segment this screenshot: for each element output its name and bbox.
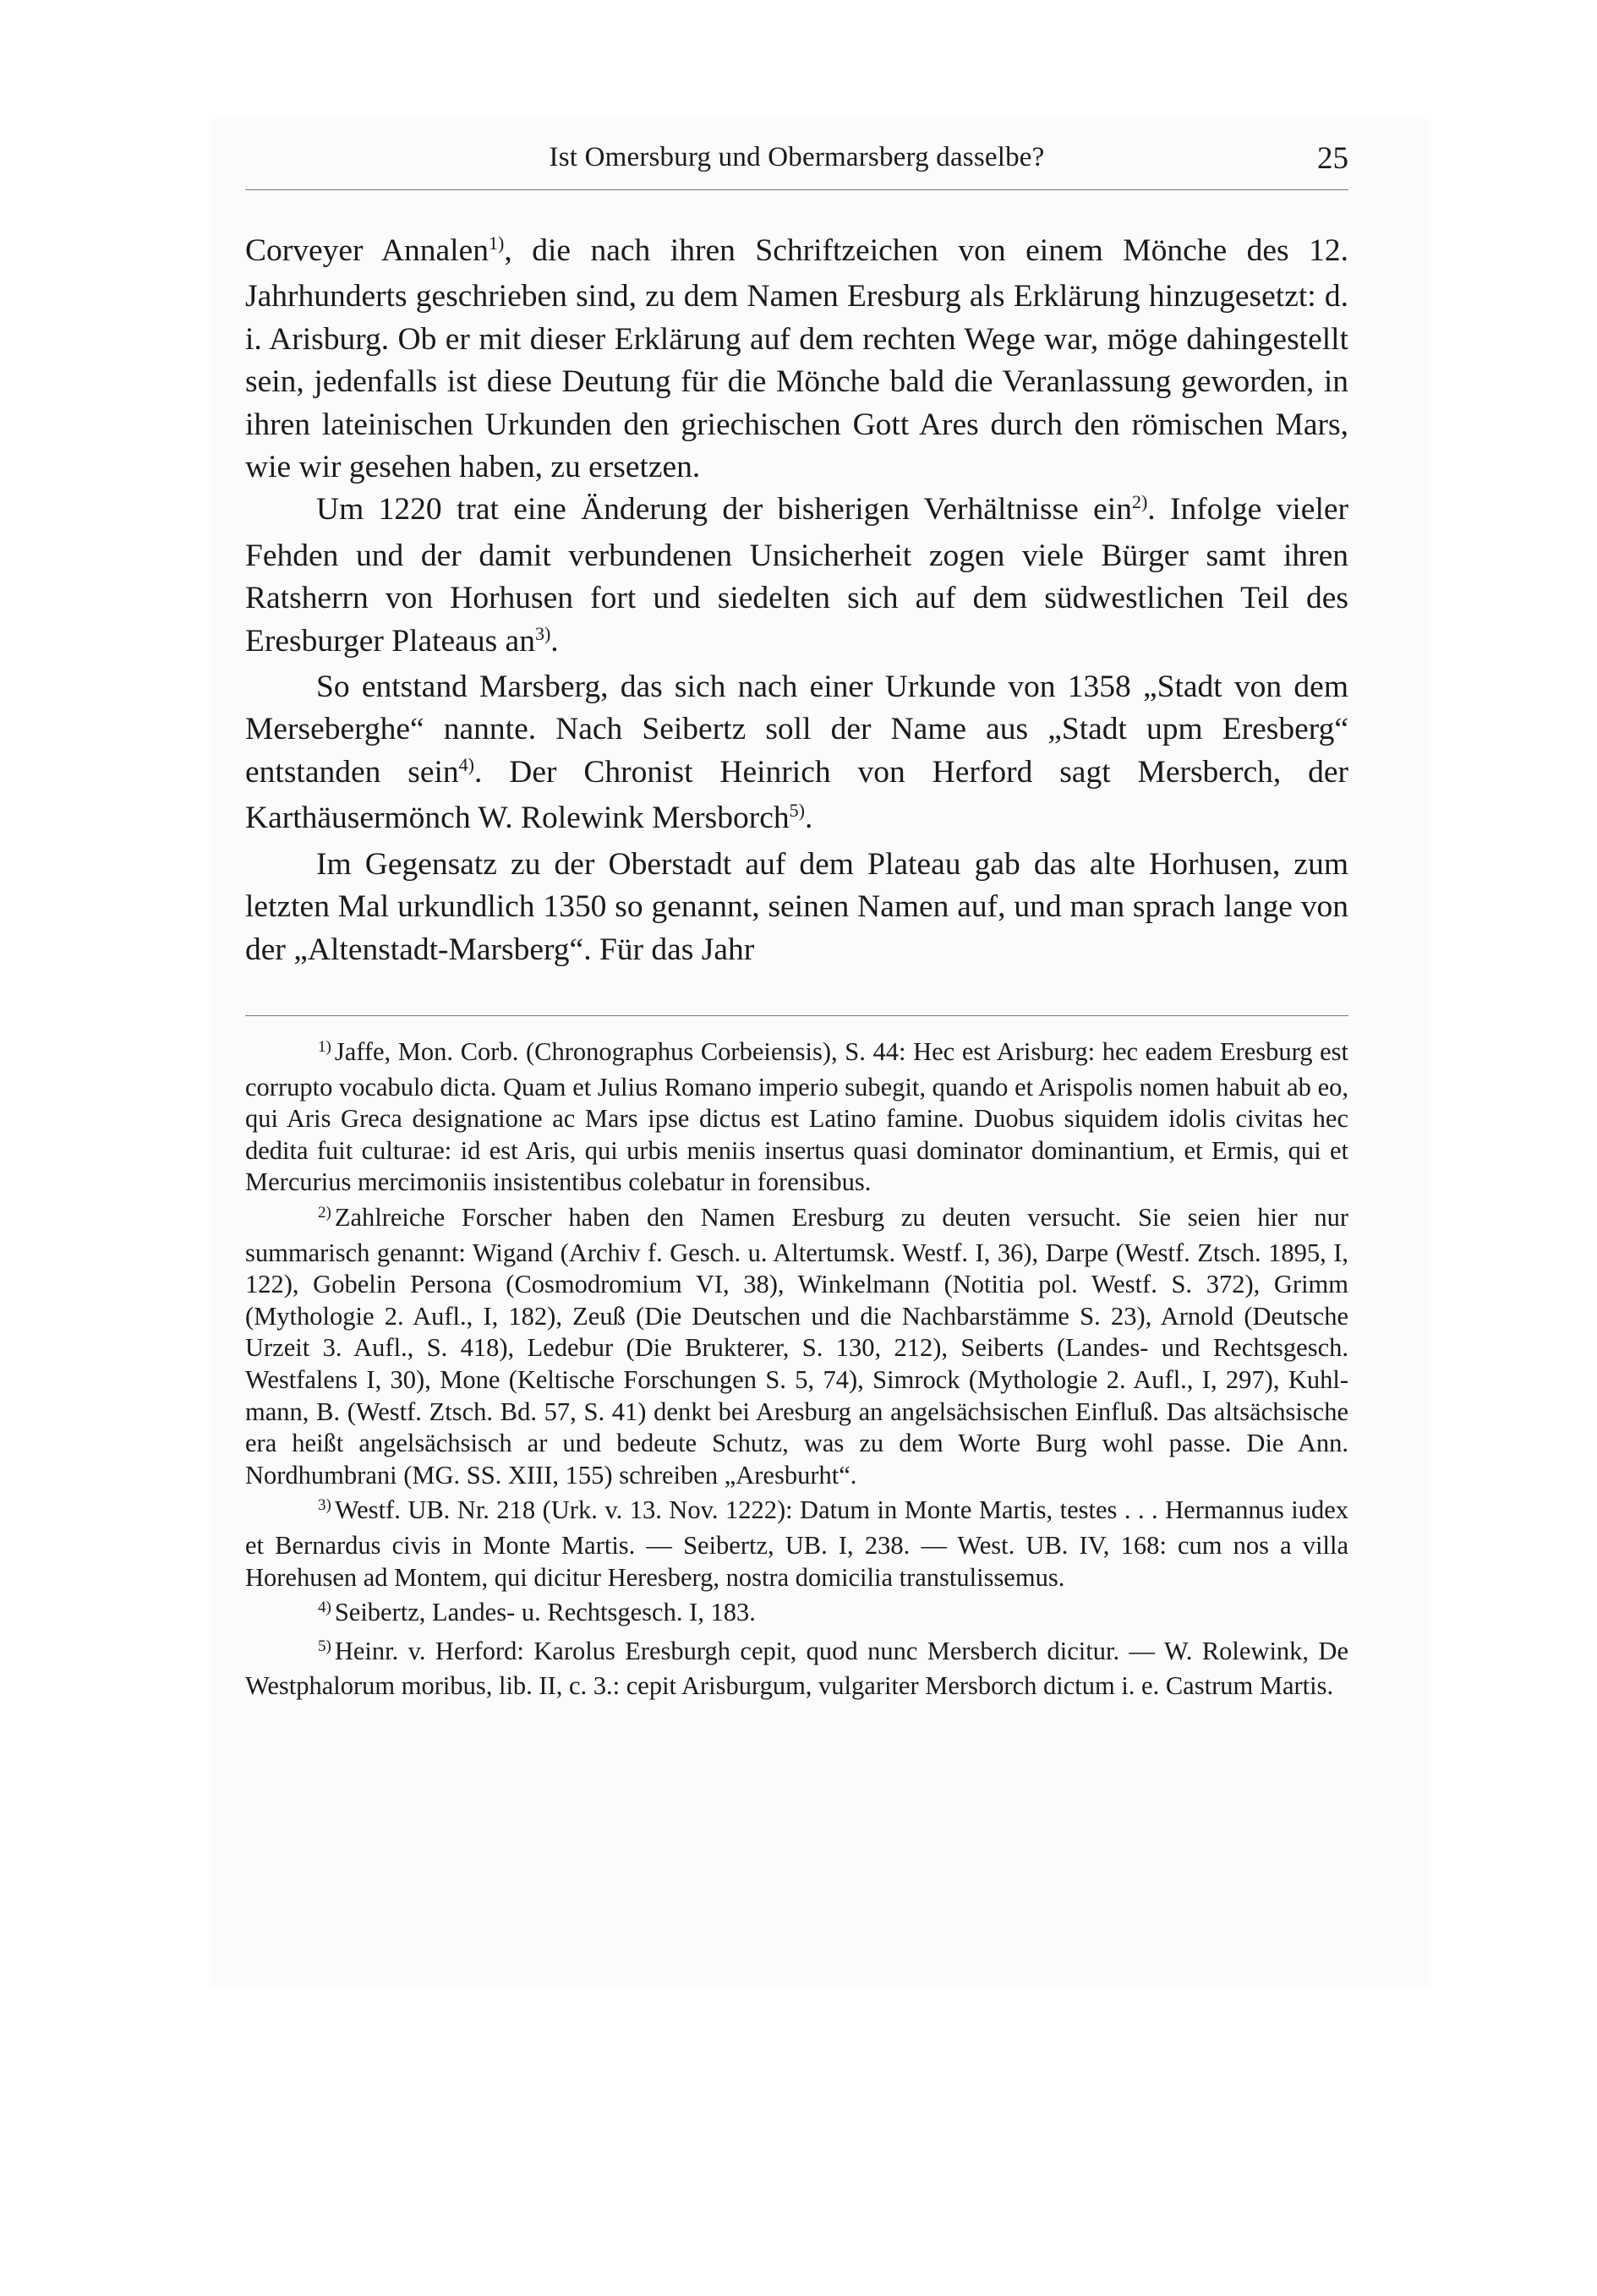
footnote-reference: 5)	[789, 800, 805, 822]
main-text	[245, 230, 1348, 971]
footnote-text: Westf. UB. Nr. 218 (Urk. v. 13. Nov. 1222): Datum in Monte Martis, testes . . . Hermannus iudex et Bernardus civis in Monte Martis. — Seibertz, UB. I, 238. — West. UB. IV, 168: cum nos a villa Horehusen ad Montem, qui dicitur Heresberg, nostra domicilia transtulissemus.	[245, 1495, 1348, 1592]
footnote-text: Jaffe, Mon. Corb. (Chronographus Corbeiensis), S. 44: Hec est Arisburg: hec eadem Eresburg est corrupto vocabulo dicta. Quam et Julius Romano imperio subegit, quando et Arispolis nomen habuit ab eo, qui Aris Greca designatione ac Mars ipse dictus est Latino famine. Duobus siquidem idolis civitas hec dedita fuit culturae: id est Aris, qui urbis meniis insertus quasi dominator dominantium, et Ermis, qui et Mercurius mercimoniis insistentibus colebatur in forensibus.	[245, 1037, 1348, 1197]
paragraph-text: Um 1220 trat eine Änderung der bisherigen Verhältnisse ein	[316, 492, 1132, 528]
footnote-marker: 1)	[318, 1038, 331, 1056]
footnote-marker: 4)	[318, 1599, 331, 1617]
header-divider	[245, 189, 1348, 190]
paragraph-text: . Infolge vieler Fehden und der damit verbundenen Unsicherheit zogen viele Bürger samt ihren Ratsherrn von Horhusen fort und siedelten sich auf dem südwestlichen Teil des Eresburger Plateaus an	[245, 492, 1349, 659]
footnotes	[245, 1036, 1348, 1706]
paragraph-text: .	[550, 623, 559, 659]
paragraph-text: .	[804, 801, 813, 836]
footnote-reference: 1)	[489, 232, 505, 254]
paragraph	[245, 230, 1348, 489]
footnote-marker: 5)	[318, 1637, 331, 1655]
paragraph-text: . Der Chronist Heinrich von Herford sagt Mersberch, der Karthäusermönch W. Rolewink Mersborch	[245, 754, 1348, 836]
footnote-reference: 2)	[1131, 491, 1148, 513]
paragraph-text: So entstand Marsberg, das sich nach einer Urkunde von 1358 „Stadt von dem Merseberghe“ nannte. Nach Seibertz soll der Name aus „Stadt upm Eresberg“ entstanden sein	[245, 670, 1348, 790]
footnote	[245, 1036, 1348, 1199]
footnote-divider	[245, 1015, 1348, 1016]
footnote	[245, 1495, 1348, 1594]
paragraph	[245, 489, 1348, 666]
paragraph-text: Corveyer Annalen	[245, 233, 489, 268]
footnote-text: Heinr. v. Herford: Karolus Eresburgh cepit, quod nunc Mersberch dicitur. — W. Rolewink, De Westphalorum moribus, lib. II, c. 3.: cepit Arisburgum, vulgariter Mersborch dictum i. e. Castrum Martis.	[245, 1636, 1348, 1701]
footnote-marker: 2)	[318, 1203, 331, 1222]
paragraph-text: , die nach ihren Schriftzeichen von einem Mönche des 12. Jahrhunderts geschrieben sind, zu dem Namen Eresburg als Erklärung hinzugesetzt: d. i. Arisburg. Ob er mit dieser Erklärung auf dem rechten Wege war, möge dahingestellt sein, jedenfalls ist diese Deutung für die Mönche bald die Veranlassung geworden, in ihren lateinischen Urkunden den griechischen Gott Ares durch den römischen Mars, wie wir gesehen haben, zu ersetzen.	[245, 233, 1348, 485]
page-number: 25	[1317, 141, 1348, 176]
footnote-text: Zahlreiche Forscher haben den Namen Eresburg zu deuten versucht. Sie seien hier nur summarisch genannt: Wigand (Archiv f. Gesch. u. Altertumsk. Westf. I, 36), Darpe (Westf. Ztsch. 1895, I, 122), Gobelin Persona (Cosmodromium VI, 38), Winkelmann (Notitia pol. Westf. S. 372), Grimm (Mythologie 2. Aufl., I, 182), Zeuß (Die Deutschen und die Nachbarstämme S. 23), Arnold (Deutsche Urzeit 3. Aufl., S. 418), Ledebur (Die Brukterer, S. 130, 212), Seiberts (Landes- und Rechtsgesch. Westfalens I, 30), Mone (Keltische Forschungen S. 5, 74), Simrock (Mythologie 2. Aufl., I, 297), Kuhlmann, B. (Westf. Ztsch. Bd. 57, S. 41) denkt bei Aresburg an angelsächsischen Einfluß. Das altsächsische era heißt angelsächsisch ar und bedeute Schutz, was zu dem Worte Burg wohl passe. Die Ann. Nordhumbrani (MG. SS. XIII, 155) schreiben „Aresburht“.	[245, 1202, 1348, 1490]
paragraph	[245, 844, 1348, 971]
running-title: Ist Omersburg und Obermarsberg dasselbe?	[549, 142, 1045, 172]
footnote	[245, 1636, 1348, 1703]
footnote-text: Seibertz, Landes- u. Rechtsgesch. I, 183.	[334, 1598, 756, 1627]
footnote-reference: 4)	[458, 753, 474, 775]
paragraph	[245, 666, 1348, 844]
running-header	[245, 142, 1348, 193]
footnote-marker: 3)	[318, 1496, 331, 1515]
paragraph-text: Im Gegensatz zu der Oberstadt auf dem Plateau gab das alte Horhusen, zum letzten Mal urkundlich 1350 so genannt, seinen Namen auf, und man sprach lange von der „Altenstadt-Marsberg“. Für das Jahr	[245, 846, 1348, 967]
footnote-reference: 3)	[534, 622, 551, 644]
footnote	[245, 1202, 1348, 1491]
footnote	[245, 1597, 1348, 1632]
